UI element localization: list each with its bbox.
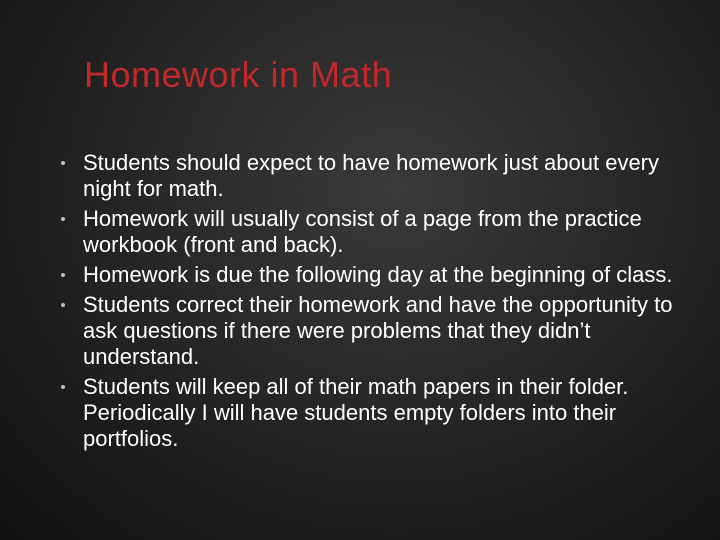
bullet-text: Homework is due the following day at the beginning of class. [83, 262, 673, 287]
bullet-list [83, 150, 683, 452]
bullet-item [83, 292, 683, 370]
bullet-text: Students should expect to have homework just about every night for math. [83, 150, 660, 201]
bullet-text: Homework will usually consist of a page from the practice workbook (front and back). [83, 206, 642, 257]
bullet-text: Students correct their homework and have the opportunity to ask questions if there were problems that they didn’t understand. [83, 292, 673, 369]
bullet-item [83, 262, 683, 288]
bullet-item [83, 150, 683, 202]
bullet-item [83, 206, 683, 258]
bullet-dot-icon [61, 217, 65, 221]
bullet-dot-icon [61, 273, 65, 277]
slide-title: Homework in Math [84, 54, 393, 95]
bullet-text: Students will keep all of their math papers in their folder. Periodically I will have students empty folders into their portfolios. [83, 374, 629, 451]
bullet-dot-icon [61, 385, 65, 389]
bullet-dot-icon [61, 303, 65, 307]
bullet-item [83, 374, 683, 452]
bullet-dot-icon [61, 161, 65, 165]
